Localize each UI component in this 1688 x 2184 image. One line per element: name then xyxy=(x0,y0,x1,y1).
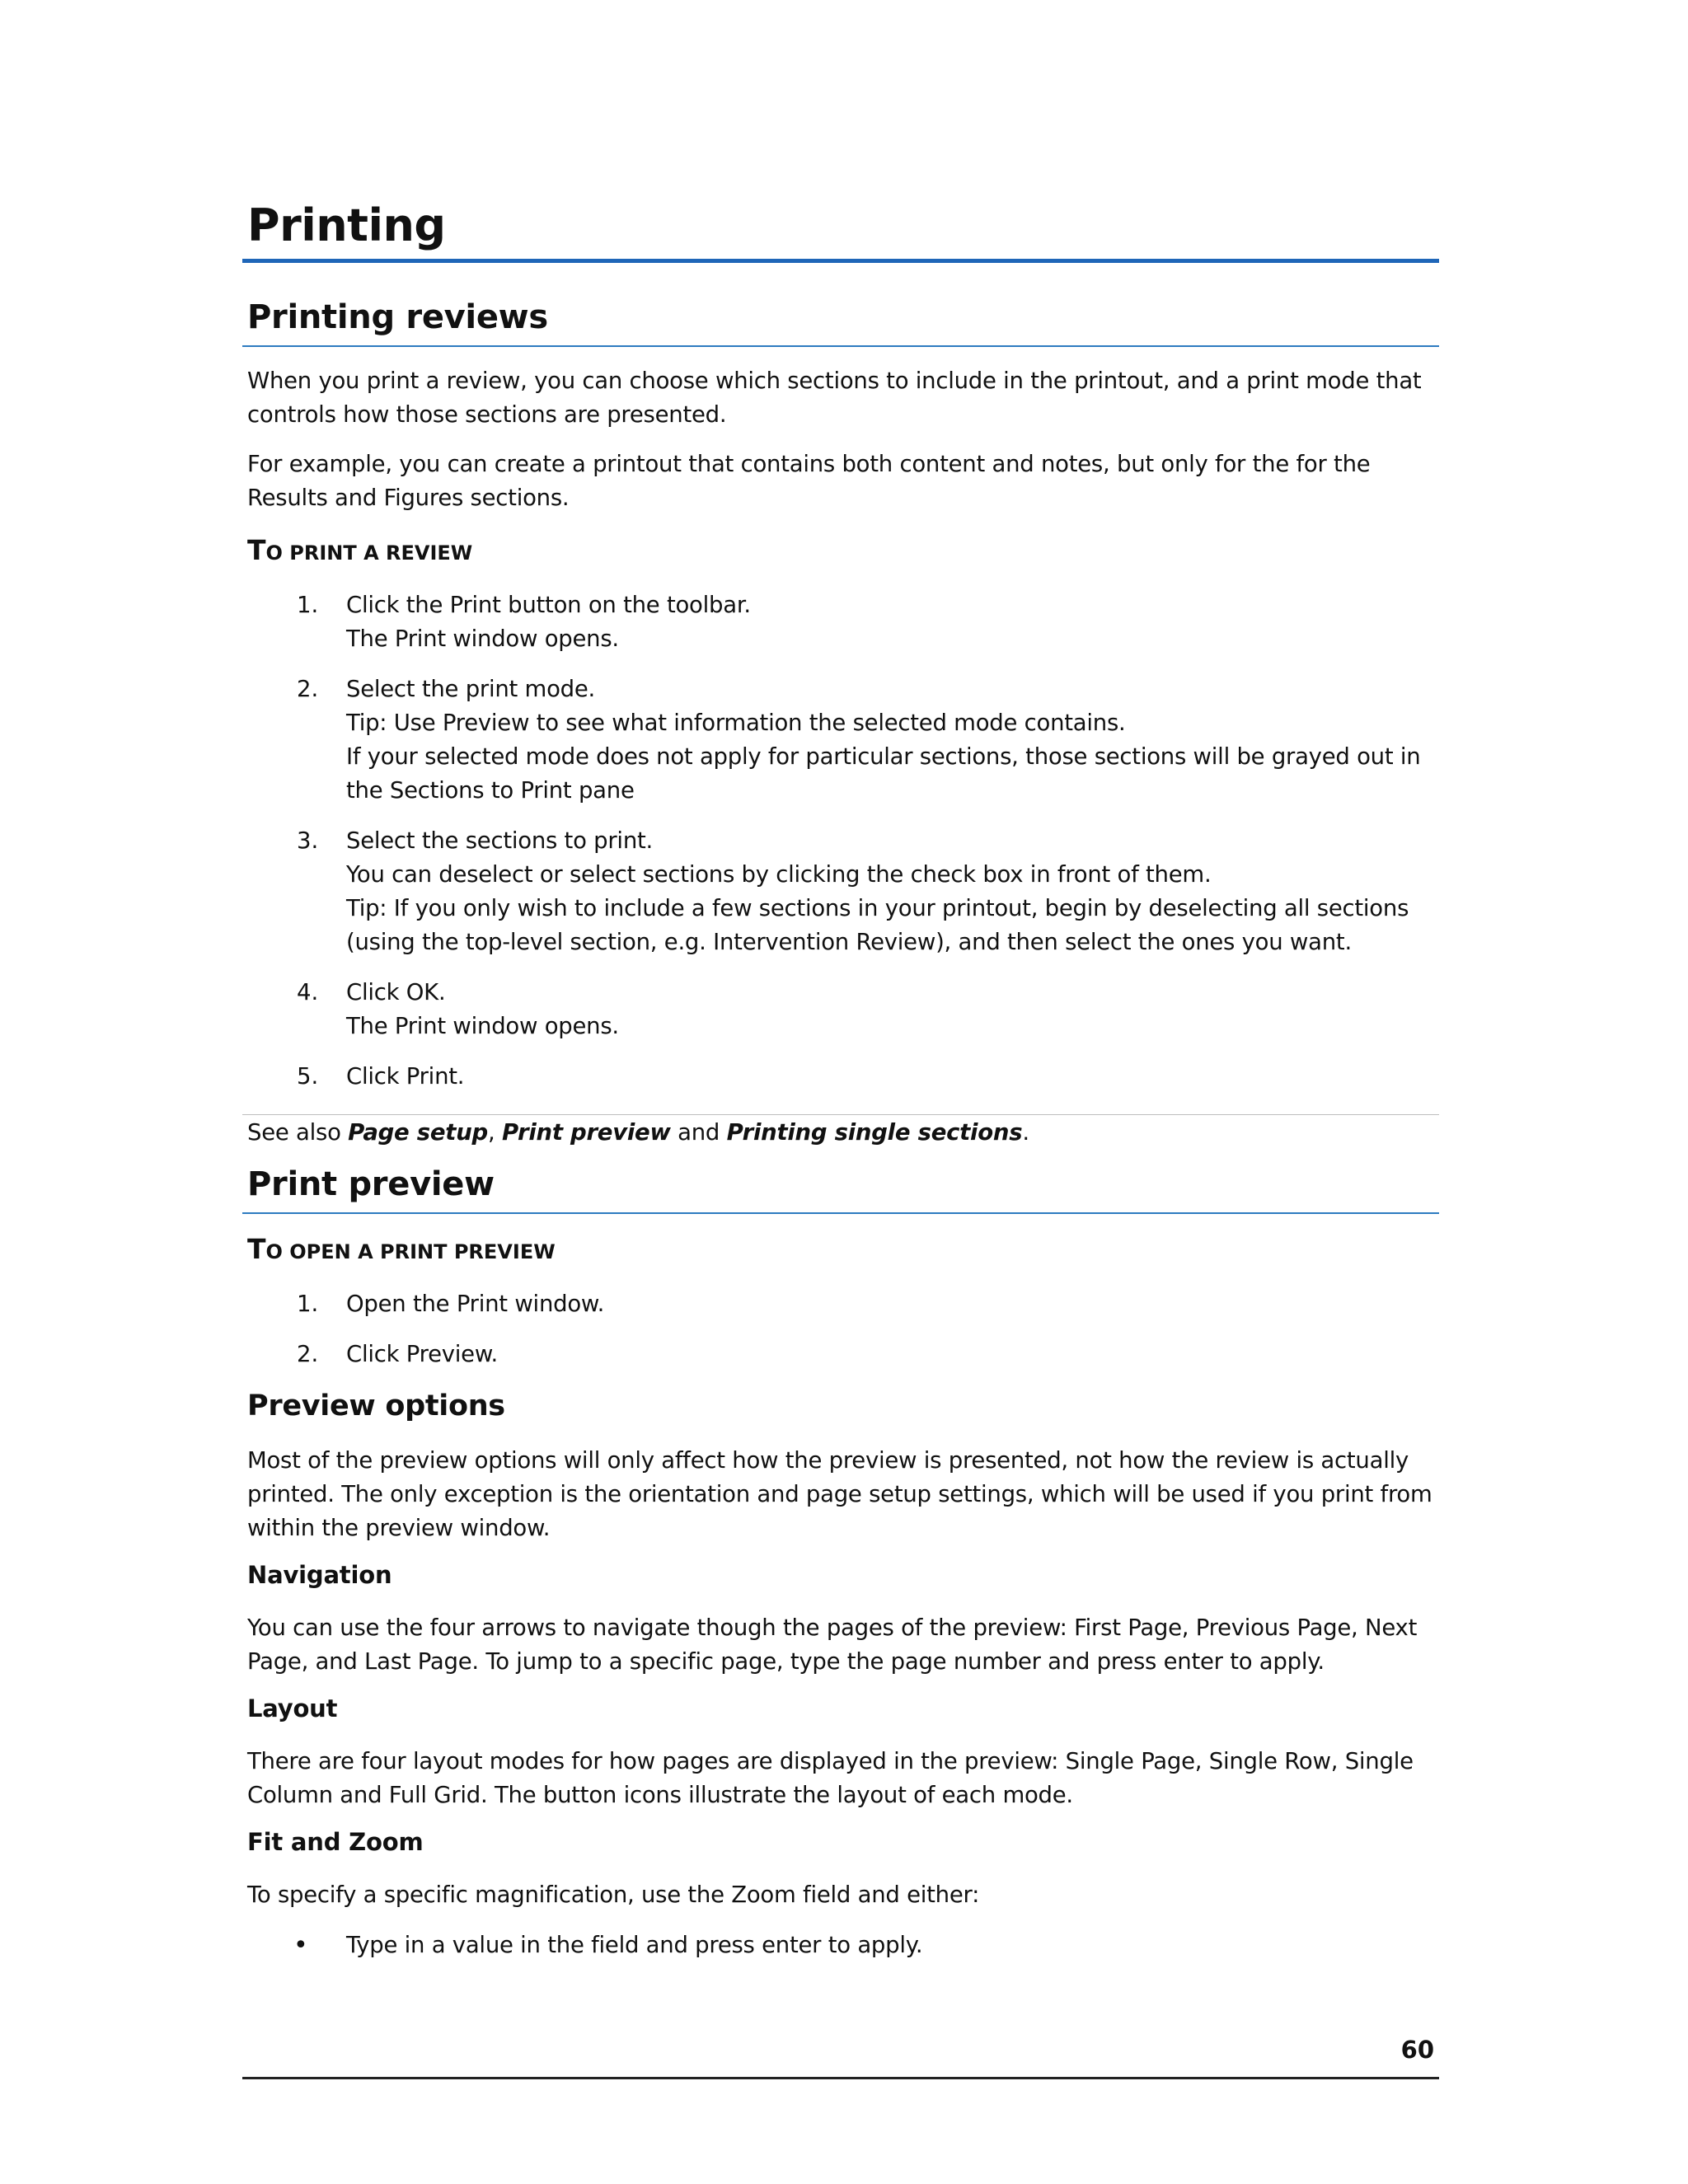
footer-rule xyxy=(242,2077,1439,2079)
bullet-item: Type in a value in the field and press enter to apply. xyxy=(346,1932,923,1958)
procedure-end-rule xyxy=(242,1114,1439,1115)
step-line: Open the Print window. xyxy=(346,1291,605,1317)
step-number: 3. xyxy=(297,827,319,854)
step-line: Tip: Use Preview to see what information the selected mode contains. xyxy=(346,710,1126,736)
subheading-preview-options: Preview options xyxy=(247,1390,505,1422)
minor-heading-fit-and-zoom: Fit and Zoom xyxy=(247,1828,424,1856)
navigation-paragraph: You can use the four arrows to navigate though the pages of the preview: First Page, Previous Page, Next Page, and Last Page. To jump to a specific page, type the page number and press enter to apply. xyxy=(247,1615,1418,1675)
intro-paragraph-1: When you print a review, you can choose which sections to include in the printout, and a print mode that controls how those sections are presented. xyxy=(247,368,1422,428)
link-page-setup[interactable]: Page setup xyxy=(348,1119,488,1146)
procedure-rest: O PRINT A REVIEW xyxy=(265,541,473,565)
see-also-sep: , xyxy=(487,1119,502,1146)
section-rule xyxy=(242,345,1439,347)
step-line: Select the print mode. xyxy=(346,676,596,702)
procedure-heading-open-preview xyxy=(247,1233,556,1265)
step-line: The Print window opens. xyxy=(346,1013,619,1039)
step-number: 1. xyxy=(297,1291,319,1317)
layout-paragraph: There are four layout modes for how pages are displayed in the preview: Single Page, Single Row, Single Column and Full Grid. The button icons illustrate the layout of each mode. xyxy=(247,1748,1414,1808)
see-also-sep: and xyxy=(670,1119,727,1146)
fit-zoom-paragraph: To specify a specific magnification, use the Zoom field and either: xyxy=(247,1882,980,1908)
step-number: 2. xyxy=(297,1341,319,1367)
step-line: The Print window opens. xyxy=(346,626,619,652)
title-rule xyxy=(242,259,1439,263)
step-number: 1. xyxy=(297,592,319,618)
step-number: 2. xyxy=(297,676,319,702)
step-line: Click Print. xyxy=(346,1063,465,1090)
step-line: Tip: If you only wish to include a few sections in your printout, begin by deselecting all sections (using the top-level section, e.g. Intervention Review), and then select the ones you want. xyxy=(346,895,1409,955)
step-line: If your selected mode does not apply for particular sections, those sections will be grayed out in the Sections to Print pane xyxy=(346,743,1421,804)
procedure-rest: O OPEN A PRINT PREVIEW xyxy=(265,1240,556,1263)
step-line: Click the Print button on the toolbar. xyxy=(346,592,751,618)
procedure-heading-print-review xyxy=(247,534,472,566)
step-number: 5. xyxy=(297,1063,319,1090)
section-heading-printing-reviews: Printing reviews xyxy=(247,298,548,336)
page-number: 60 xyxy=(1400,2036,1434,2064)
section-heading-print-preview: Print preview xyxy=(247,1165,495,1203)
step-line: Select the sections to print. xyxy=(346,827,654,854)
see-also-suffix: . xyxy=(1022,1119,1029,1146)
link-printing-single-sections[interactable]: Printing single sections xyxy=(726,1119,1023,1146)
minor-heading-layout: Layout xyxy=(247,1694,338,1722)
step-line: You can deselect or select sections by clicking the check box in front of them. xyxy=(346,861,1212,888)
procedure-cap: T xyxy=(247,1233,266,1265)
section-rule xyxy=(242,1212,1439,1214)
procedure-cap: T xyxy=(247,534,266,566)
minor-heading-navigation: Navigation xyxy=(247,1561,392,1589)
step-line: Click OK. xyxy=(346,979,446,1005)
preview-options-paragraph: Most of the preview options will only affect how the preview is presented, not how the review is actually printed. The only exception is the orientation and page setup settings, which will be used if you print from within the preview window. xyxy=(247,1447,1432,1541)
step-number: 4. xyxy=(297,979,319,1005)
see-also xyxy=(247,1116,1439,1150)
bullet-icon: • xyxy=(293,1931,308,1960)
link-print-preview[interactable]: Print preview xyxy=(501,1119,671,1146)
see-also-prefix: See also xyxy=(247,1119,349,1146)
intro-paragraph-2: For example, you can create a printout that contains both content and notes, but only for the for the Results and Figures sections. xyxy=(247,451,1371,511)
step-line: Click Preview. xyxy=(346,1341,499,1367)
page-title: Printing xyxy=(247,199,446,251)
